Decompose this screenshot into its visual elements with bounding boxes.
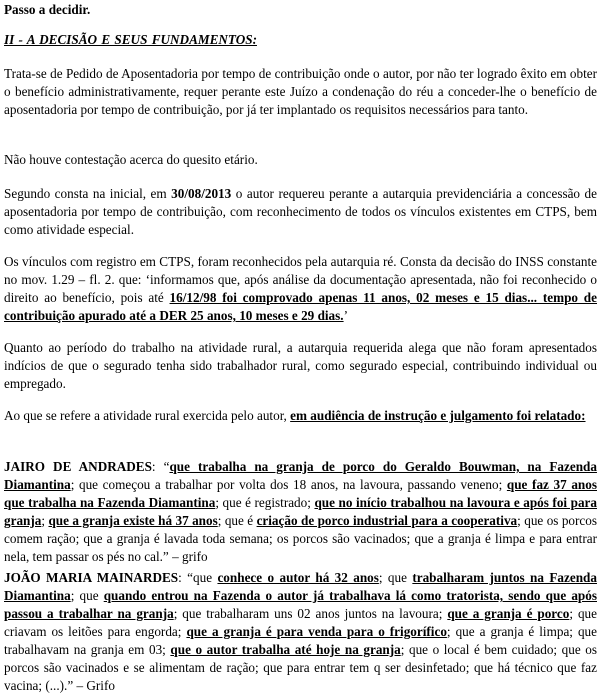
emphasis: que trabalha na granja de porco do Geraldo Bouwman, na Fazenda Diamantina: [4, 459, 597, 492]
text: ; que os porcos comem ração; que a granja é lavada toda semana; os porcos são vacinados; que a granja é limpa e para entrar nela, tem passar os pés no cal.” – grifo: [4, 513, 597, 564]
emphasis-contribution-time: 16/12/98 foi comprovado apenas 11 anos, 02 meses e 15 dias... tempo de contribuição apurado até a DER 25 anos, 10 meses e 29 dias.: [4, 290, 597, 323]
text: Segundo consta na inicial, em: [4, 186, 172, 201]
emphasis: que no início trabalhou na lavoura e após foi para granja: [4, 495, 598, 528]
emphasis: quando entrou na Fazenda o autor já trabalhava lá como tratorista, sendo que após passou a trabalhar na granja: [4, 588, 597, 621]
text: ; que: [378, 570, 413, 585]
text: ; que: [70, 588, 104, 603]
testimony-jairo: [4, 458, 597, 566]
emphasis: conhece o autor há 32 anos: [217, 570, 379, 585]
section-intro: Passo a decidir.: [4, 2, 91, 17]
text: ’: [343, 308, 348, 323]
text: ; que é: [217, 513, 257, 528]
paragraph-initial-request: [4, 185, 597, 239]
emphasis: que o autor trabalha até hoje na granja: [170, 642, 401, 657]
text: Os vínculos com registro em CTPS, foram reconhecidos pela autarquia ré. Consta da decisão do INSS constante no mov. 1.29 – fl. 2. que: ‘informamos que, após análise da documentação apresentada, não foi reconhecido o direito ao benefício, pois até: [4, 254, 597, 305]
text: : “que: [178, 570, 218, 585]
text: Ao que se refere a atividade rural exercida pelo autor,: [4, 408, 291, 423]
text: o autor requereu perante a autarquia previdenciária a concessão de aposentadoria por tempo de contribuição, com reconhecimento de todos os vínculos existentes em CTPS, bem como atividade especial.: [4, 186, 597, 237]
witness-name: JAIRO DE ANDRADES: [4, 459, 152, 474]
text: ; que trabalharam uns 02 anos juntos na lavoura;: [173, 606, 448, 621]
testimony-joao: [4, 569, 597, 695]
request-date: 30/08/2013: [171, 186, 232, 201]
text: : “: [151, 459, 170, 474]
text: ; que começou a trabalhar por volta dos 18 anos, na lavoura, passando veneno;: [70, 477, 507, 492]
emphasis: que a granja existe há 37 anos: [48, 513, 218, 528]
text: ; que a granja é limpa; que trabalhavam na granja em 03;: [4, 624, 597, 657]
text: ;: [41, 513, 49, 528]
emphasis-hearing: em audiência de instrução e julgamento foi relatado:: [290, 408, 586, 423]
paragraph-no-contest: Não houve contestação acerca do quesito etário.: [4, 152, 258, 167]
emphasis: que faz 37 anos que trabalha na Fazenda Diamantina: [4, 477, 597, 510]
paragraph-request: Trata-se de Pedido de Aposentadoria por tempo de contribuição onde o autor, por não ter logrado êxito em obter o benefício administrativamente, requer perante este Juízo a condenação do réu a conceder-lhe o benefício de aposentadoria por tempo de contribuição, por já ter implantado os requisitos necessários para tanto.: [4, 66, 597, 117]
section-heading: II - A DECISÃO E SEUS FUNDAMENTOS:: [4, 32, 257, 47]
text: ; que é registrado;: [215, 495, 315, 510]
emphasis: criação de porco industrial para a cooperativa: [256, 513, 518, 528]
emphasis: que a granja é para venda para o frigorífico: [186, 624, 447, 639]
paragraph-rural-activity: Quanto ao período do trabalho na atividade rural, a autarquia requerida alega que não foram apresentados indícios de que o segurado tenha sido trabalhador rural, como segurado especial, contribuindo individual ou empregado.: [4, 340, 597, 391]
emphasis: trabalharam juntos na Fazenda Diamantina: [4, 570, 597, 603]
text: ; que criavam os leitões para engorda;: [4, 606, 597, 639]
witness-name: JOÃO MARIA MAINARDES: [4, 570, 179, 585]
paragraph-hearing: [4, 407, 597, 425]
text: ; que o local é bem cuidado; que os porcos são vacinados e se alimentam de ração; que para entrar tem q ser desinfetado; que há técnico que faz vacina; (...).” – Grifo: [4, 642, 597, 693]
paragraph-inss-decision: [4, 253, 597, 325]
emphasis: que a granja é porco: [447, 606, 570, 621]
